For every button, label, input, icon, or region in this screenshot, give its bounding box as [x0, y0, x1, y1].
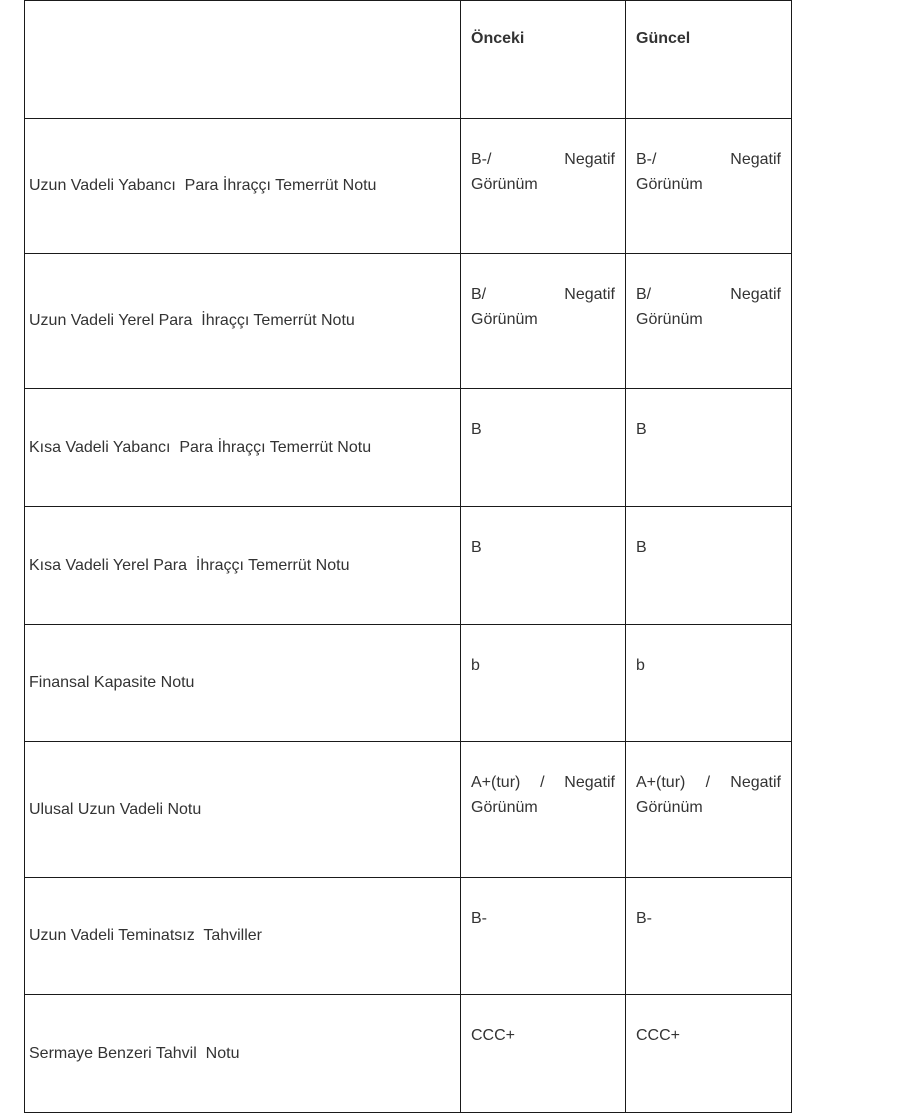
ratings-table-container	[24, 0, 792, 1113]
rating-outlook: Negatif	[730, 774, 781, 791]
rating-line	[471, 770, 615, 795]
current-rating	[626, 254, 792, 389]
ratings-table	[24, 0, 792, 1113]
rating-outlook: Negatif	[564, 774, 615, 791]
row-label: Uzun Vadeli Yabancı Para İhraççı Temerrüt Notu	[25, 119, 461, 254]
rating-grade: B/	[471, 286, 487, 303]
table-row	[25, 389, 792, 507]
rating-grade: B-/	[636, 151, 657, 168]
table-row	[25, 119, 792, 254]
table-row	[25, 995, 792, 1113]
previous-rating: B-	[461, 878, 626, 995]
rating-line	[636, 770, 781, 795]
previous-rating: b	[461, 625, 626, 742]
rating-outlook-suffix: Görünüm	[636, 311, 703, 328]
row-label: Uzun Vadeli Teminatsız Tahviller	[25, 878, 461, 995]
previous-rating	[461, 742, 626, 878]
rating-grade: A+(tur)	[471, 774, 521, 791]
current-rating: b	[626, 625, 792, 742]
current-rating: CCC+	[626, 995, 792, 1113]
table-header-row	[25, 1, 792, 119]
row-label: Uzun Vadeli Yerel Para İhraççı Temerrüt Notu	[25, 254, 461, 389]
rating-outlook-suffix: Görünüm	[471, 799, 538, 816]
row-label: Sermaye Benzeri Tahvil Notu	[25, 995, 461, 1113]
rating-outlook: Negatif	[730, 286, 781, 303]
row-label: Ulusal Uzun Vadeli Notu	[25, 742, 461, 878]
rating-line	[471, 147, 615, 172]
table-row	[25, 878, 792, 995]
previous-rating	[461, 119, 626, 254]
table-row	[25, 254, 792, 389]
previous-rating: B	[461, 389, 626, 507]
table-row	[25, 507, 792, 625]
row-label: Kısa Vadeli Yerel Para İhraççı Temerrüt Notu	[25, 507, 461, 625]
header-current: Güncel	[626, 1, 792, 119]
current-rating	[626, 119, 792, 254]
previous-rating: CCC+	[461, 995, 626, 1113]
rating-grade: A+(tur)	[636, 774, 686, 791]
current-rating	[626, 742, 792, 878]
rating-outlook-suffix: Görünüm	[636, 176, 703, 193]
rating-outlook-suffix: Görünüm	[471, 311, 538, 328]
rating-grade: B-/	[471, 151, 492, 168]
rating-outlook-suffix: Görünüm	[636, 799, 703, 816]
current-rating: B-	[626, 878, 792, 995]
table-row	[25, 742, 792, 878]
rating-outlook-suffix: Görünüm	[471, 176, 538, 193]
rating-outlook: Negatif	[564, 286, 615, 303]
rating-outlook: Negatif	[730, 151, 781, 168]
row-label: Finansal Kapasite Notu	[25, 625, 461, 742]
current-rating: B	[626, 389, 792, 507]
table-row	[25, 625, 792, 742]
row-label: Kısa Vadeli Yabancı Para İhraççı Temerrüt Notu	[25, 389, 461, 507]
previous-rating	[461, 254, 626, 389]
header-previous: Önceki	[461, 1, 626, 119]
rating-separator: /	[705, 774, 711, 791]
rating-separator: /	[540, 774, 545, 791]
rating-grade: B/	[636, 286, 652, 303]
current-rating: B	[626, 507, 792, 625]
rating-line	[636, 282, 781, 307]
rating-line	[471, 282, 615, 307]
header-empty-cell	[25, 1, 461, 119]
previous-rating: B	[461, 507, 626, 625]
rating-line	[636, 147, 781, 172]
rating-outlook: Negatif	[564, 151, 615, 168]
